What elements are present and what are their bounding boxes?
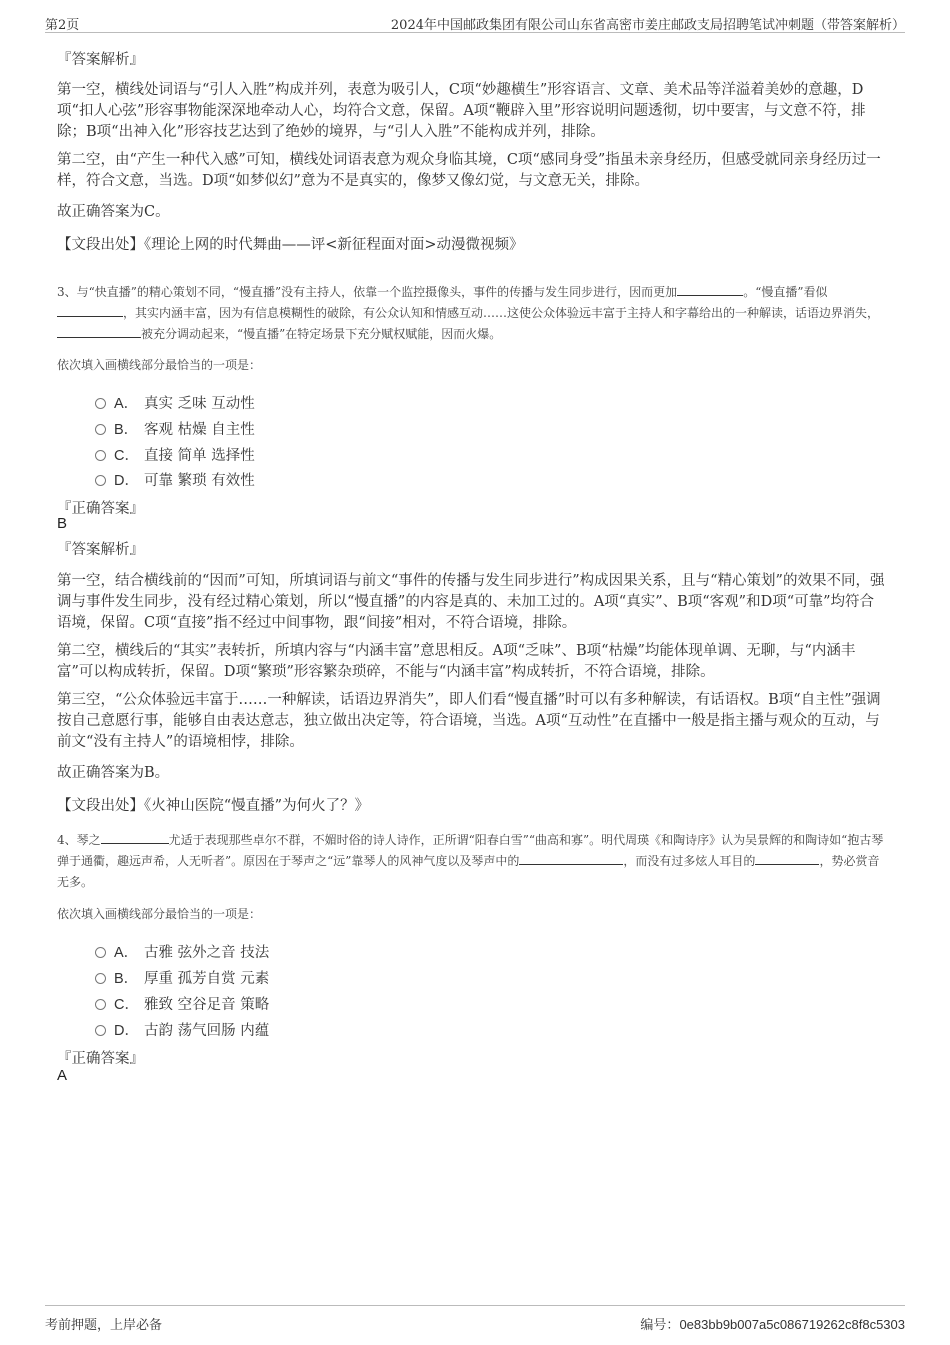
option-a[interactable]: A． 真实 乏味 互动性 <box>95 392 255 412</box>
analysis-paragraph: 第一空，结合横线前的“因而”可知，所填词语与前文“事件的传播与发生同步进行”构成因果关系，且与“精心策划”的效果不同，强调与事件发生同步，没有经过精心策划，所以“慢直播”的内容是真的、未加工过的。A项“真实”、B项“客观”和D项“可靠”均符合语境，保留。C项“直接”指不经过中间事物，跟“间接”相对，不符合语境，排除。 <box>57 573 885 631</box>
radio-icon[interactable] <box>95 398 106 409</box>
page-footer <box>45 1305 905 1336</box>
blank-line <box>101 831 169 844</box>
radio-icon[interactable] <box>95 450 106 461</box>
option-d[interactable]: D． 古韵 荡气回肠 内蕴 <box>95 1019 269 1039</box>
option-a[interactable]: A． 古雅 弦外之音 技法 <box>95 941 269 961</box>
correct-answer-label: 『正确答案』 <box>57 501 144 517</box>
answer-analysis-label: 『答案解析』 <box>57 542 144 558</box>
analysis-paragraph: 第二空，横线后的“其实”表转折，所填内容与“内涵丰富”意思相反。A项“乏味”、B项“枯燥”均能体现单调、无聊，与“内涵丰富”可以构成转折，保留。D项“繁琐”形容繁杂琐碎，不能与“内涵丰富”构成转折，不符合语境，排除。 <box>57 643 856 680</box>
question-stem: 3、与“快直播”的精心策划不同，“慢直播”没有主持人，依靠一个监控摄像头，事件的传播与发生同步进行，因而更加 。“慢直播”看似，其实内涵丰富，因为有信息模糊性的破除，有公众认知和情感互动……这使公众体验远丰富于主持人和字幕给出的一种解读，话语边界消失，被充分调动起来，“慢直播”在特定场景下充分赋权赋能，因而火爆。 <box>57 285 880 341</box>
correct-answer: A <box>57 1067 68 1084</box>
radio-icon[interactable] <box>95 999 106 1010</box>
footer-slogan: 考前押题，上岸必备 <box>45 1318 163 1333</box>
question-prompt: 依次填入画横线部分最恰当的一项是： <box>57 358 262 372</box>
option-b[interactable]: B． 厚重 孤芳自赏 元素 <box>95 967 269 987</box>
option-c[interactable]: C． 直接 简单 选择性 <box>95 444 255 464</box>
option-c[interactable]: C． 雅致 空谷足音 策略 <box>95 993 269 1013</box>
blank-line <box>677 283 743 296</box>
radio-icon[interactable] <box>95 424 106 435</box>
radio-icon[interactable] <box>95 1025 106 1036</box>
question-stem: 4、琴之 尤适于表现那些卓尔不群，不媚时俗的诗人诗作，正所谓“阳春白雪”“曲高和寡”。明代周瑛《和陶诗序》认为吴景辉的和陶诗如“抱古琴弹于通衢，趣远声希，人无听者”。原因在于琴声之“远”靠琴人的风神气度以及琴声中的 ，而没有过多炫人耳目的 ，势必赏音无多。 <box>57 833 884 889</box>
blank-line <box>57 304 123 317</box>
radio-icon[interactable] <box>95 475 106 486</box>
analysis-paragraph: 第二空，由“产生一种代入感”可知，横线处词语表意为观众身临其境，C项“感同身受”指虽未亲身经历，但感受就同亲身经历过一样，符合文意，当选。D项“如梦似幻”意为不是真实的，像梦又像幻觉，与文意无关，排除。 <box>57 152 881 189</box>
blank-line <box>519 852 623 865</box>
question-prompt: 依次填入画横线部分最恰当的一项是： <box>57 907 262 921</box>
option-b[interactable]: B． 客观 枯燥 自主性 <box>95 418 255 438</box>
analysis-paragraph: 第三空，“公众体验远丰富于……一种解读，话语边界消失”，即人们看“慢直播”时可以有多种解读，有话语权。B项“自主性”强调按自己意愿行事，能够自由表达意志，独立做出决定等，符合语境，当选。A项“互动性”在直播中一般是指主播与观众的互动，与前文“没有主持人”的语境相悖，排除。 <box>57 692 881 750</box>
answer-analysis-label: 『答案解析』 <box>57 52 144 68</box>
source-citation: 【文段出处】《理论上网的时代舞曲——评<新征程面对面>动漫微视频》 <box>57 237 524 253</box>
correct-answer: B <box>57 515 68 532</box>
source-citation: 【文段出处】《火神山医院“慢直播”为何火了？》 <box>57 798 370 814</box>
page-header <box>45 12 905 33</box>
option-d[interactable]: D． 可靠 繁琐 有效性 <box>95 469 255 489</box>
correct-answer-label: 『正确答案』 <box>57 1051 144 1067</box>
document-title: 2024年中国邮政集团有限公司山东省高密市姜庄邮政支局招聘笔试冲刺题（带答案解析） <box>390 18 905 33</box>
analysis-conclusion: 故正确答案为C。 <box>57 204 170 220</box>
page-number: 第2页 <box>45 18 80 33</box>
document-code: 编号：0e83bb9b007a5c086719262c8f8c5303 <box>640 1317 905 1333</box>
radio-icon[interactable] <box>95 973 106 984</box>
blank-line <box>57 325 141 338</box>
blank-line <box>755 852 819 865</box>
radio-icon[interactable] <box>95 947 106 958</box>
analysis-conclusion: 故正确答案为B。 <box>57 765 170 781</box>
analysis-paragraph: 第一空，横线处词语与“引人入胜”构成并列，表意为吸引人，C项“妙趣横生”形容语言、文章、美术品等洋溢着美妙的意趣，D项“扣人心弦”形容事物能深深地牵动人心，均符合文意，保留。A项“鞭辟入里”形容说明问题透彻，切中要害，与文意不符，排除；B项“出神入化”形容技艺达到了绝妙的境界，与“引人入胜”不能构成并列，排除。 <box>57 82 866 140</box>
